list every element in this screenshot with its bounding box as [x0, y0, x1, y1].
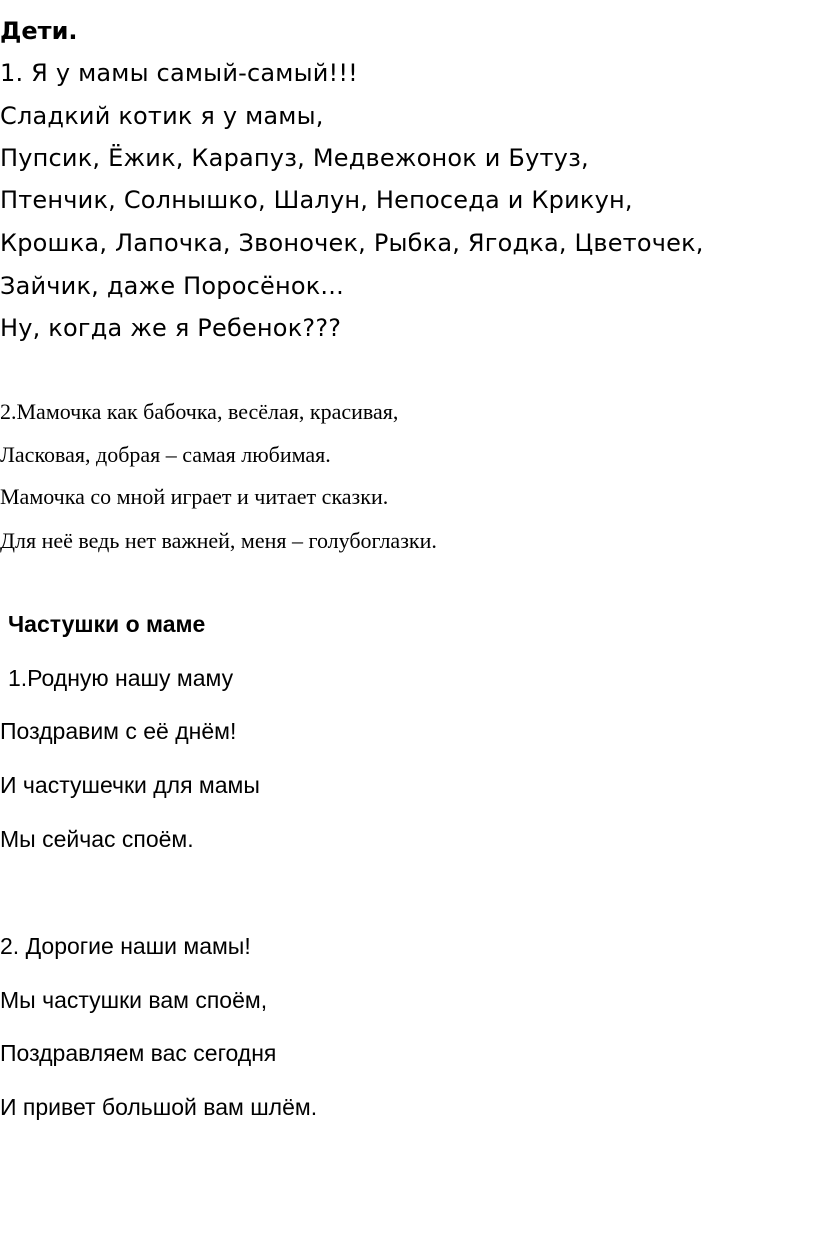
chastushka1-line-1: 1.Родную нашу маму [8, 665, 234, 691]
chastushka1-line-3: И частушечки для мамы [0, 772, 260, 798]
poem1-line-4: Птенчик, Солнышко, Шалун, Непоседа и Крикун, [0, 186, 633, 214]
chastushka2-line-4: И привет большой вам шлём. [0, 1094, 318, 1120]
poem1-line-5: Крошка, Лапочка, Звоночек, Рыбка, Ягодка, Цветочек, [0, 229, 704, 257]
chastushka1-line-2: Поздравим с её днём! [0, 718, 237, 744]
poem2-line-1: 2.Мамочка как бабочка, весёлая, красивая, [0, 399, 399, 424]
poem2-line-2: Ласковая, добрая – самая любимая. [0, 442, 331, 467]
poem2-line-4: Для неё ведь нет важней, меня – голубоглазки. [0, 528, 437, 553]
chastushka2-line-3: Поздравляем вас сегодня [0, 1040, 277, 1066]
poem1-line-7: Ну, когда же я Ребенок??? [0, 314, 342, 342]
poem2-line-3: Мамочка со мной играет и читает сказки. [0, 484, 389, 509]
poem1-line-6: Зайчик, даже Поросёнок... [0, 272, 344, 300]
section-heading-children: Дети. [0, 17, 78, 45]
chastushka2-line-2: Мы частушки вам споём, [0, 987, 268, 1013]
chastushka1-line-4: Мы сейчас споём. [0, 826, 194, 852]
chastushka2-line-1: 2. Дорогие наши мамы! [0, 933, 251, 959]
poem1-line-1: 1. Я у мамы самый-самый!!! [0, 59, 358, 87]
poem1-line-2: Сладкий котик я у мамы, [0, 102, 324, 130]
section-heading-chastushki: Частушки о маме [8, 611, 206, 637]
poem1-line-3: Пупсик, Ёжик, Карапуз, Медвежонок и Бутуз, [0, 144, 589, 172]
